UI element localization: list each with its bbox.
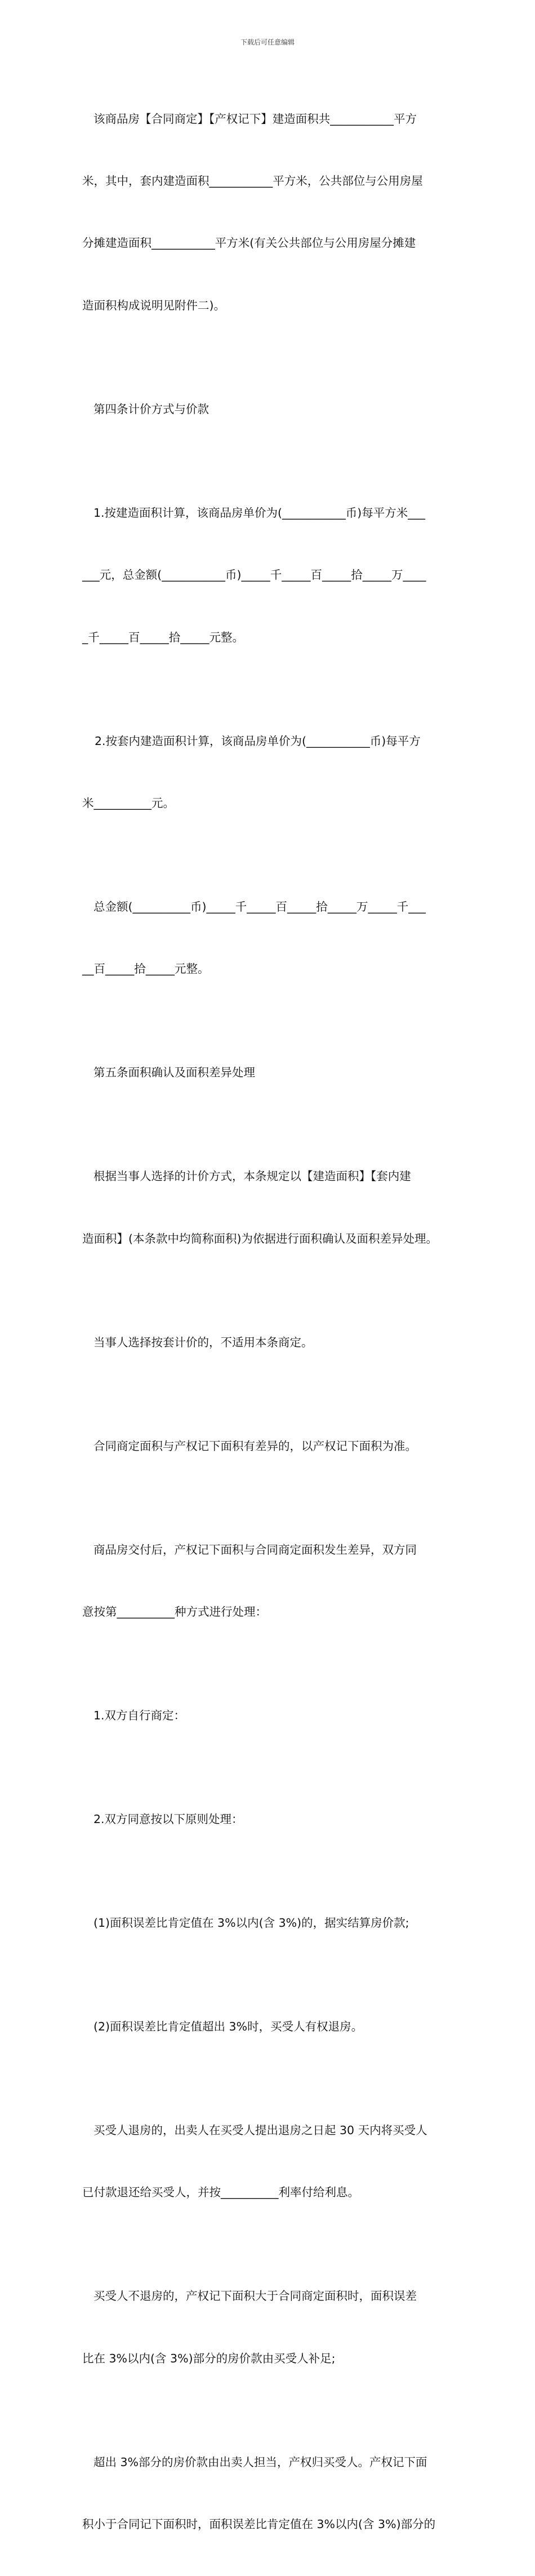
text-line: 造面积构成说明见附件二)。	[82, 298, 225, 312]
text-line: 商品房交付后，产权记下面积与合同商定面积发生差异，双方同	[93, 1542, 417, 1557]
text-line: 买受人退房的，出卖人在买受人提出退房之日起 30 天内将买受人	[93, 2123, 427, 2137]
option-1	[82, 1664, 456, 1767]
text-line: 米__________元。	[82, 796, 175, 810]
article-5-heading	[82, 1021, 456, 1125]
paragraph-total-amount	[82, 855, 456, 1021]
article-4-heading	[82, 357, 456, 461]
text-line: 2.双方同意按以下原则处理：	[93, 1812, 243, 1826]
option-2	[82, 1767, 456, 1871]
text-line: 造面积】(本条款中均简称面积)为依据进行面积确认及面积差异处理。	[82, 1231, 438, 1245]
text-line: 第五条面积确认及面积差异处理	[93, 1066, 255, 1080]
rule-1	[82, 1871, 456, 1975]
text-line: __百_____拾_____元整。	[82, 962, 209, 976]
document-body	[82, 67, 456, 2576]
text-line: _千_____百_____拾_____元整。	[82, 630, 244, 644]
text-line: 1.按建造面积计算，该商品房单价为(___________币)每平方米___	[93, 506, 426, 520]
text-line: 第四条计价方式与价款	[93, 402, 209, 416]
paragraph-refund	[82, 2078, 456, 2244]
text-line: 买受人不退房的，产权记下面积大于合同商定面积时，面积误差	[93, 2289, 417, 2303]
paragraph-no-refund	[82, 2245, 456, 2410]
page-header: 下载后可任意编辑	[240, 38, 295, 46]
text-line: (1)面积误差比肯定值在 3%以内(含 3%)的，据实结算房价款;	[93, 1916, 409, 1930]
paragraph-excess	[82, 2410, 456, 2576]
text-line: 分摊建造面积___________平方米(有关公共部位与公用房屋分摊建	[82, 236, 416, 250]
paragraph-per-unit	[82, 1291, 456, 1394]
paragraph-pricing-1	[82, 461, 456, 689]
text-line: 已付款退还给买受人，并按__________利率付给利息。	[82, 2185, 359, 2200]
text-line: 当事人选择按套计价的，不适用本条商定。	[93, 1335, 313, 1349]
text-line: 该商品房【合同商定】【产权记下】建造面积共___________平方	[93, 112, 417, 126]
paragraph-area-basis	[82, 1125, 456, 1291]
text-line: 总金额(__________币)_____千_____百_____拾_____万_____千___	[93, 899, 426, 914]
text-line: ___元，总金额(___________币)_____千_____百_____拾_____万____	[82, 568, 426, 582]
paragraph-area-difference	[82, 1394, 456, 1498]
text-line: 合同商定面积与产权记下面积有差异的，以产权记下面积为准。	[93, 1439, 417, 1453]
paragraph-pricing-2	[82, 689, 456, 855]
text-line: 2.按套内建造面积计算，该商品房单价为(___________币)每平方	[95, 734, 421, 748]
text-line: 积小于合同记下面积时，面积误差比肯定值在 3%以内(含 3%)部分的	[82, 2517, 436, 2531]
text-line: (2)面积误差比肯定值超出 3%时，买受人有权退房。	[93, 2019, 363, 2033]
text-line: 根据当事人选择的计价方式，本条规定以【建造面积】【套内建	[93, 1169, 411, 1183]
paragraph-area-clause	[82, 67, 456, 357]
rule-2	[82, 1975, 456, 2078]
paragraph-after-delivery	[82, 1498, 456, 1664]
text-line: 米，其中，套内建造面积___________平方米，公共部位与公用房屋	[82, 174, 423, 188]
text-line: 超出 3%部分的房价款由出卖人担当，产权归买受人。产权记下面	[93, 2455, 427, 2469]
text-line: 比在 3%以内(含 3%)部分的房价款由买受人补足;	[82, 2351, 336, 2365]
text-line: 意按第__________种方式进行处理：	[82, 1604, 267, 1619]
text-line: 1.双方自行商定：	[93, 1708, 186, 1722]
